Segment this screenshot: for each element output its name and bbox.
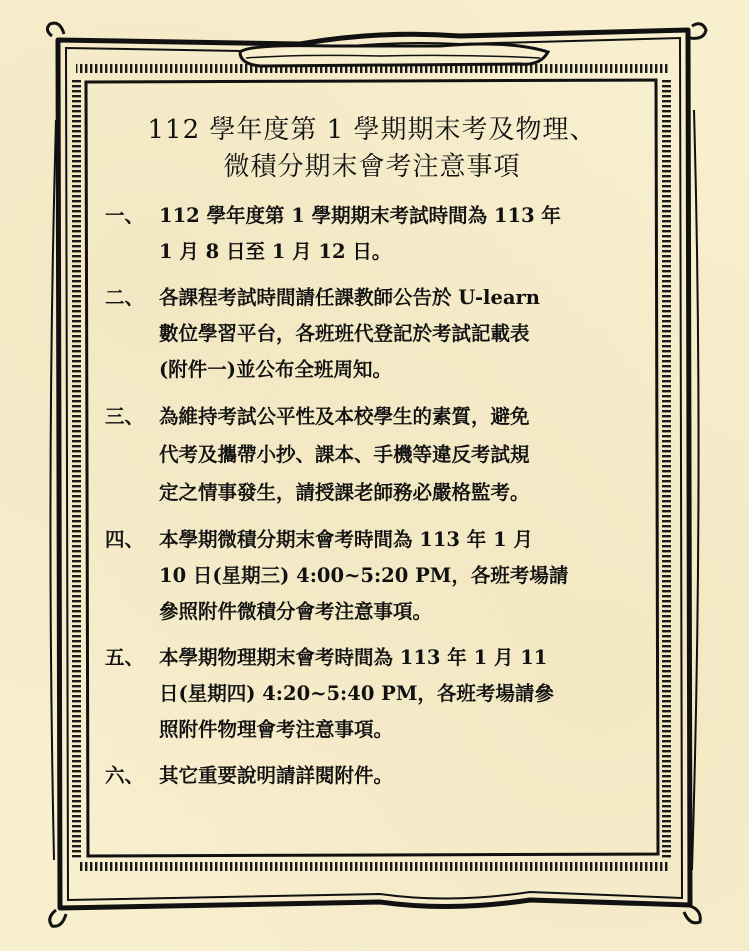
item-text-line: 各課程考試時間請任課教師公告於 U-learn bbox=[159, 286, 540, 309]
item-number: 一、 bbox=[105, 204, 145, 227]
item-text-line: (附件一)並公布全班周知。 bbox=[159, 358, 392, 381]
item-number: 六、 bbox=[105, 764, 145, 787]
list-item bbox=[105, 640, 625, 748]
item-text-line: 定之情事發生，請授課老師務必嚴格監考。 bbox=[159, 481, 530, 504]
page-title bbox=[119, 112, 625, 186]
item-text-line: 日(星期四) 4:20~5:40 PM，各班考場請參 bbox=[159, 682, 554, 705]
list-item bbox=[105, 198, 625, 270]
list-item bbox=[105, 522, 625, 630]
item-text-line: 112 學年度第 1 學期期末考試時間為 113 年 bbox=[159, 204, 561, 227]
item-text-line: 代考及攜帶小抄、課本、手機等違反考試規 bbox=[159, 443, 530, 466]
item-number: 四、 bbox=[105, 528, 145, 551]
item-text-line: 數位學習平台，各班班代登記於考試記載表 bbox=[159, 322, 530, 345]
notice-list bbox=[105, 198, 625, 794]
notice-content bbox=[105, 112, 625, 804]
item-text-line: 其它重要說明請詳閱附件。 bbox=[159, 764, 394, 787]
item-text-line: 為維持考試公平性及本校學生的素質，避免 bbox=[159, 405, 530, 428]
list-item bbox=[105, 280, 625, 388]
list-item bbox=[105, 758, 625, 794]
item-text-line: 本學期物理期末會考時間為 113 年 1 月 11 bbox=[159, 646, 548, 669]
title-line: 112 學年度第 1 學期期末考及物理、 bbox=[147, 115, 597, 145]
item-text-line: 10 日(星期三) 4:00~5:20 PM，各班考場請 bbox=[159, 564, 569, 587]
item-number: 二、 bbox=[105, 286, 145, 309]
item-text-line: 1 月 8 日至 1 月 12 日。 bbox=[159, 240, 392, 263]
item-text-line: 本學期微積分期末會考時間為 113 年 1 月 bbox=[159, 528, 533, 551]
item-text-line: 照附件物理會考注意事項。 bbox=[159, 718, 394, 741]
item-text-line: 參照附件微積分會考注意事項。 bbox=[159, 600, 433, 623]
item-number: 五、 bbox=[105, 646, 145, 669]
title-line: 微積分期末會考注意事項 bbox=[223, 152, 521, 182]
item-number: 三、 bbox=[105, 405, 145, 428]
list-item bbox=[105, 398, 625, 512]
